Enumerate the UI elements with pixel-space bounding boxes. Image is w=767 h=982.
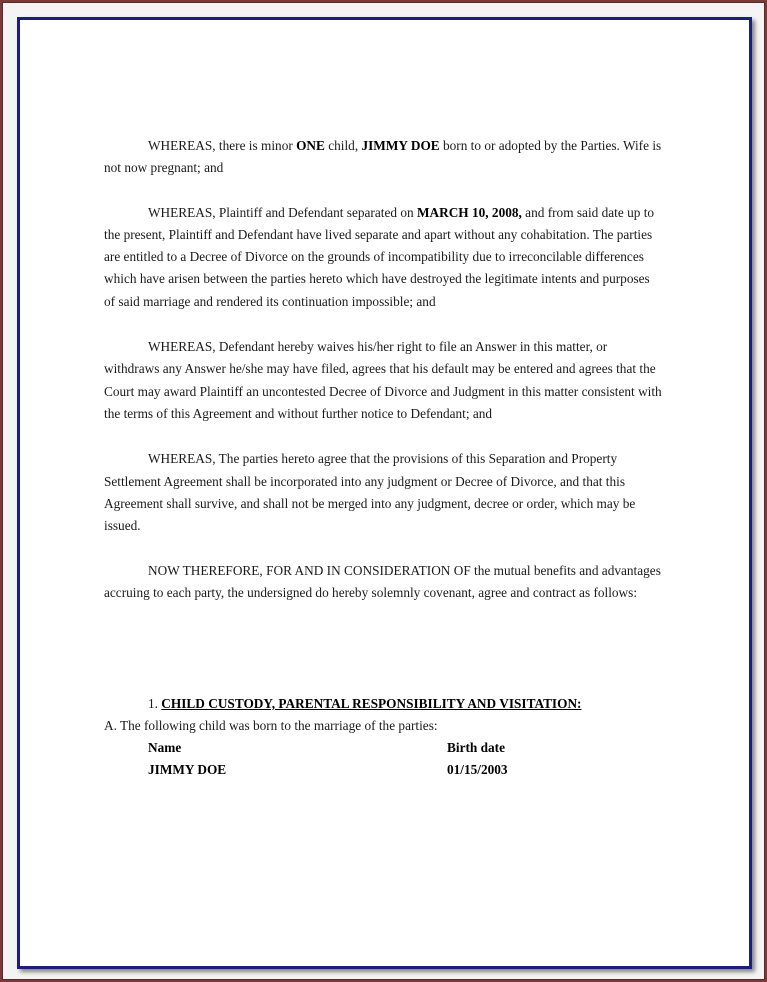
table-row	[104, 759, 664, 781]
column-header-name: Name	[148, 740, 182, 756]
section-intro: A. The following child was born to the marriage of the parties:	[104, 717, 438, 733]
document-body	[104, 135, 664, 781]
paragraph-waiver: WHEREAS, Defendant hereby waives his/her right to file an Answer in this matter, or withdraws any Answer he/she may have filed, agrees that his default may be entered and agrees that the Court may award Plaintiff an uncontested Decree of Divorce and Judgment in this matter consistent with the terms of this Agreement and without further notice to Defendant; and	[104, 339, 662, 421]
cell-birth-date: 01/15/2003	[447, 762, 508, 778]
paragraph-minor-child: WHEREAS, there is minor ONE child, JIMMY DOE born to or adopted by the Parties. Wife is not now pregnant; and	[104, 138, 662, 176]
section-heading: 1. CHILD CUSTODY, PARENTAL RESPONSIBILITY AND VISITATION:	[148, 695, 582, 711]
paragraph-separation: WHEREAS, Plaintiff and Defendant separated on MARCH 10, 2008, and from said date up to the present, Plaintiff and Defendant have lived separate and apart without any cohabitation. The parties are entitled to a Decree of Divorce on the grounds of incompatibility due to irreconcilable differences which have arisen between the parties hereto which have destroyed the legitimate intents and purposes of said marriage and rendered its continuation impossible; and	[104, 204, 655, 309]
paragraph-now-therefore: NOW THEREFORE, FOR AND IN CONSIDERATION OF the mutual benefits and advantages accruing to each party, the undersigned do hereby solemnly covenant, agree and contract as follows:	[104, 562, 661, 601]
paragraph-incorporation: WHEREAS, The parties hereto agree that the provisions of this Separation and Property Settlement Agreement shall be incorporated into any judgment or Decree of Divorce, and that this Agreement shall survive, and shall not be merged into any judgment, decree or order, which may be issued.	[104, 451, 636, 534]
table-header-row	[104, 737, 664, 759]
cell-child-name: JIMMY DOE	[148, 762, 227, 778]
column-header-birth-date: Birth date	[447, 740, 505, 756]
